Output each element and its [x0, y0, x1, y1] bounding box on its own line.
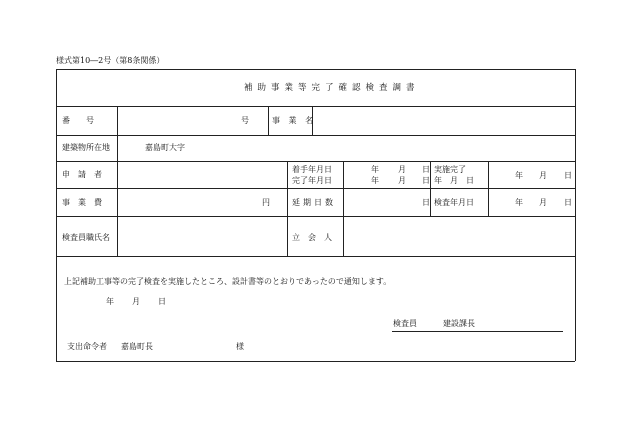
implementation-year: 年 — [515, 171, 523, 180]
applicant-field[interactable] — [118, 162, 286, 187]
notice-day: 日 — [158, 297, 166, 306]
witness-label: 立 会 人 — [292, 233, 332, 242]
honorific: 様 — [236, 342, 244, 351]
cost-field[interactable] — [118, 189, 286, 215]
inspector-signature-line — [392, 331, 563, 332]
inspection-year: 年 — [515, 198, 523, 207]
implementation-date-label: 年 月 日 — [434, 176, 474, 185]
applicant-label: 申 請 者 — [62, 170, 102, 179]
inspector-name-field[interactable] — [118, 217, 286, 255]
cost-label: 事 業 費 — [62, 198, 102, 207]
start-month: 月 — [398, 165, 406, 174]
inspector-role: 検査員 — [393, 319, 417, 328]
form-title: 補助事業等完了確認検査調書 — [244, 83, 420, 93]
inspection-month: 月 — [539, 198, 547, 207]
start-day: 日 — [422, 165, 430, 174]
implementation-label: 実施完了 — [434, 165, 466, 174]
cost-unit: 円 — [262, 198, 270, 207]
start-year: 年 — [371, 165, 379, 174]
complete-date-label: 完了年月日 — [292, 176, 332, 185]
start-date-label: 着手年月日 — [292, 165, 332, 174]
inspector-title: 建設課長 — [443, 319, 475, 328]
number-label: 番 号 — [62, 116, 94, 125]
notice-month: 月 — [132, 297, 140, 306]
building-location-label: 建築物所在地 — [62, 143, 110, 152]
project-name-field[interactable] — [313, 107, 574, 134]
number-suffix: 号 — [241, 116, 249, 125]
implementation-day: 日 — [564, 171, 572, 180]
inspection-date-label: 検査年月日 — [434, 198, 474, 207]
complete-month: 月 — [398, 176, 406, 185]
number-field[interactable] — [118, 107, 267, 134]
payer-role: 支出命令者 — [67, 342, 107, 351]
project-name-label: 事 業 名 — [272, 116, 317, 125]
extension-days-label: 延期日数 — [292, 198, 336, 207]
notice-year: 年 — [106, 297, 114, 306]
building-location-value: 嘉島町大字 — [145, 143, 185, 152]
notice-text: 上記補助工事等の完了検査を実施したところ、設計書等のとおりであったので通知します。 — [64, 277, 392, 286]
form-number: 様式第10―2号（第8条関係） — [56, 56, 165, 65]
extension-days-unit: 日 — [422, 198, 430, 207]
implementation-month: 月 — [539, 171, 547, 180]
inspection-day: 日 — [564, 198, 572, 207]
witness-field[interactable] — [344, 217, 574, 255]
payer-title: 嘉島町長 — [121, 342, 153, 351]
inspector-name-label: 検査員職氏名 — [62, 233, 110, 242]
complete-day: 日 — [422, 176, 430, 185]
complete-year: 年 — [371, 176, 379, 185]
